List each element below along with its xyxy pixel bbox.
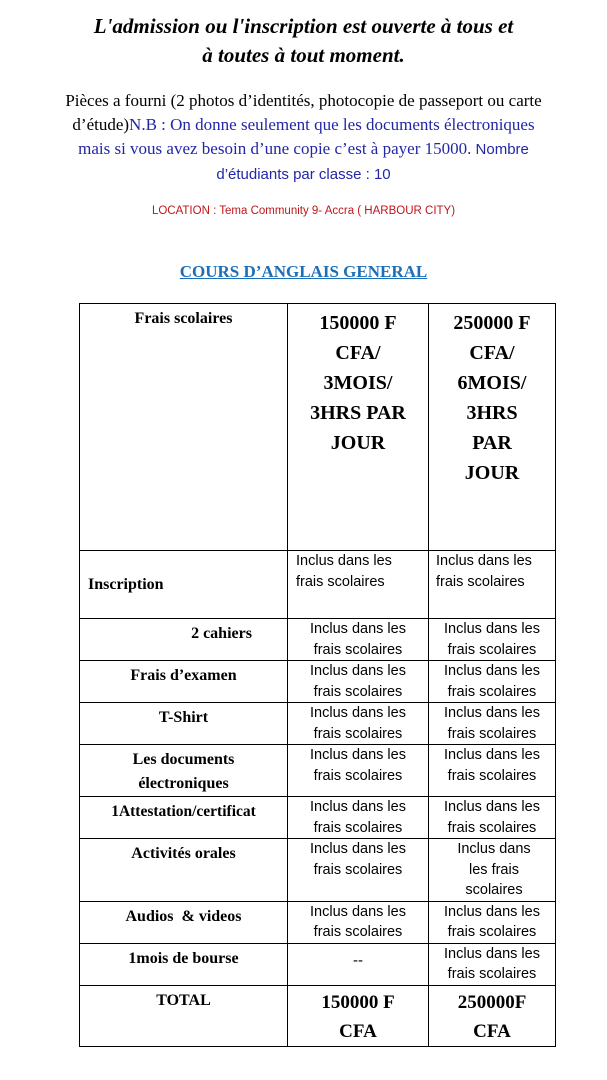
value-cell [288,745,429,797]
required-documents-text: Pièces a fourni (2 photos d’identités, photocopie de passeport ou carte d’étude) [65,91,542,134]
value-text: Inclus dans les frais scolaires [310,663,406,700]
table-row [80,943,556,985]
row-label: Frais scolaires [134,310,233,327]
value-text: -- [353,951,363,969]
row-label-cell [80,745,288,797]
value-cell [288,551,429,619]
price-cell [429,304,556,551]
table-row [80,304,556,551]
row-label: T-Shirt [158,709,209,726]
value-cell [288,943,429,985]
value-text: Inclus dans les frais scolaires [310,903,406,940]
class-size-text: Nombre d’étudiants par classe : 10 [216,141,529,183]
table-row [80,703,556,745]
value-cell [429,797,556,839]
value-cell [429,839,556,902]
row-label-cell [80,985,288,1046]
value-text: Inclus dans les frais scolaires [444,621,540,658]
value-text: Inclus dans les frais scolaires [436,553,532,590]
location-text: LOCATION : Tema Community 9- Accra ( HARBOUR CITY) [151,205,456,217]
value-cell [288,619,429,661]
table-row [80,839,556,902]
table-row [80,745,556,797]
value-cell [288,901,429,943]
row-label-cell [80,661,288,703]
row-label-cell [80,304,288,551]
table-row [80,661,556,703]
value-text: Inclus dans les frais scolaires [444,663,540,700]
value-cell [288,797,429,839]
table-row [80,985,556,1046]
table-row [80,797,556,839]
value-text: Inclus dans les frais scolaires [310,747,406,784]
table-row [80,619,556,661]
total-cell [288,985,429,1046]
price-6-months: 250000 F CFA/ 6MOIS/ 3HRS PAR JOUR [453,312,531,484]
total-6-months: 250000F CFA [457,991,527,1042]
value-text: Inclus dans les frais scolaires [310,799,406,836]
value-cell [429,943,556,985]
value-text: Inclus dans les frais scolaires [310,621,406,658]
value-cell [288,703,429,745]
row-label: 1mois de bourse [128,949,239,967]
value-text: Inclus dans les frais scolaires [444,945,540,982]
table-row [80,901,556,943]
price-cell [288,304,429,551]
value-cell [288,661,429,703]
fees-table [79,303,556,1047]
value-text: Inclus dans les frais scolaires [296,553,392,590]
value-text: Inclus dans les frais scolaires [310,841,406,878]
row-label-cell [80,943,288,985]
row-label: 1Attestation/certificat [111,803,256,820]
row-label-cell [80,551,288,619]
value-cell [429,551,556,619]
price-3-months: 150000 F CFA/ 3MOIS/ 3HRS PAR JOUR [310,312,406,454]
row-label-cell [80,901,288,943]
value-cell [429,661,556,703]
value-text: Inclus dans les frais scolaires [457,841,531,898]
copy-fee-note: N.B : On donne seulement que les documents électroniques mais si vous avez besoin d’une copie c’est à payer 15000. [78,115,535,158]
value-cell [429,901,556,943]
row-label-cell [80,839,288,902]
row-label: 2 cahiers [191,625,252,642]
row-label-cell [80,703,288,745]
title-line-2: à toutes à tout moment. [202,43,405,67]
row-label-cell [80,619,288,661]
row-label: Les documents électroniques [132,751,235,792]
value-text: Inclus dans les frais scolaires [444,903,540,940]
value-cell [429,745,556,797]
total-label: TOTAL [156,991,211,1009]
value-text: Inclus dans les frais scolaires [444,705,540,742]
total-cell [429,985,556,1046]
value-text: Inclus dans les frais scolaires [310,705,406,742]
row-label: Frais d’examen [130,667,237,684]
course-heading: COURS D’ANGLAIS GENERAL [179,262,428,281]
title-line-1: L'admission ou l'inscription est ouverte à tous et [93,14,514,38]
intro-paragraph [60,89,547,187]
value-text: Inclus dans les frais scolaires [444,747,540,784]
value-text: Inclus dans les frais scolaires [444,799,540,836]
value-cell [429,619,556,661]
table-row [80,551,556,619]
total-3-months: 150000 F CFA [321,991,395,1042]
value-cell [288,839,429,902]
row-label: Activités orales [131,845,236,862]
page-title [0,12,607,70]
row-label-cell [80,797,288,839]
row-label: Inscription [88,575,164,593]
row-label: Audios & videos [125,907,242,925]
value-cell [429,703,556,745]
